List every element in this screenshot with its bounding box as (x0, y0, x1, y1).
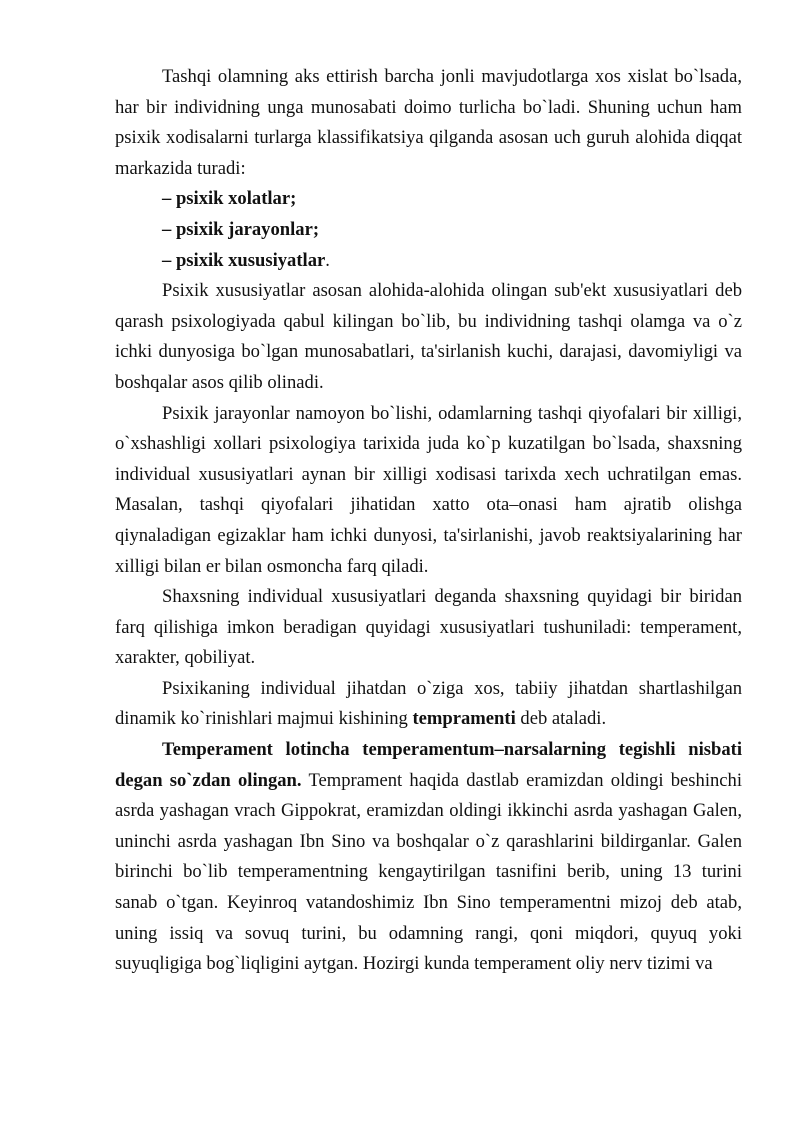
paragraph-intro: Tashqi olamning aks ettirish barcha jonli mavjudotlarga xos xislat bo`lsada, har bir individning unga munosabati doimo turlicha bo`ladi. Shuning uchun ham psixik xodisalarni turlarga klassifikatsiya qilganda asosan uch guruh alohida diqqat markazida turadi: (115, 66, 742, 179)
text-segment: Psixikaning individual jihatdan o`ziga xos, tabiiy jihatdan shartlashilgan dinamik ko`rinishlari majmui kishining (115, 677, 742, 730)
term-tempramenti: tempramenti (412, 708, 516, 730)
document-page (115, 62, 742, 980)
list-item-period: . (325, 249, 330, 271)
paragraph-individual-xususiyatlar: Shaxsning individual xususiyatlari deganda shaxsning quyidagi bir biridan farq qilishiga imkon beradigan quyidagi xususiyatlari tushuniladi: temperament, xarakter, qobiliyat. (115, 586, 742, 669)
paragraph-temperament-history (115, 735, 742, 980)
text-segment: deb ataladi. (515, 708, 607, 730)
paragraph-temprament-definition (115, 674, 742, 735)
text-segment: Temprament haqida dastlab eramizdan oldingi beshinchi asrda yashagan vrach Gippokrat, eramizdan oldingi ikkinchi asrda yashagan Galen, uninchi asrda yashagan Ibn Sino va boshqalar o`z qarashlarini bildirganlar. Galen birinchi bo`lib temperamentning kengaytirilgan tasnifini berib, uning 13 turini sanab o`tgan. Keyinroq vatandoshimiz Ibn Sino temperamentni mizoj deb atab, uning issiq va sovuq turini, bu odamning rangi, qoni miqdori, quyuq yoki suyuqligiga bog`liqligini aytgan. Hozirgi kunda temperament oliy nerv tizimi va (115, 769, 742, 975)
list-item-label: – psixik xususiyatlar (162, 249, 326, 271)
temperament-etymology: Temperament lotincha temperamentum–narsalarning tegishli nisbati degan so`zdan olingan. (115, 739, 742, 791)
list-item-psixik-jarayonlar: – psixik jarayonlar; (162, 218, 320, 240)
list-item-psixik-xolatlar: – psixik xolatlar; (162, 188, 297, 210)
list-item-psixik-xususiyatlar (115, 246, 742, 277)
paragraph-psixik-xususiyatlar: Psixik xususiyatlar asosan alohida-alohida olingan sub'ekt xususiyatlari deb qarash psixologiyada qabul kilingan bo`lib, bu individning tashqi olamga va o`z ichki dunyosiga bo`lgan munosabatlari, ta'sirlanish kuchi, darajasi, davomiyligi va boshqalar asos qilib olinadi. (115, 280, 742, 393)
paragraph-psixik-jarayonlar: Psixik jarayonlar namoyon bo`lishi, odamlarning tashqi qiyofalari bir xilligi, o`xshashligi xollari psixologiya tarixida juda ko`p kuzatilgan bo`lsada, shaxsning individual xususiyatlari aynan bir xilligi xodisasi tarixda xech uchratilgan emas. Masalan, tashqi qiyofalari jihatidan xatto ota–onasi ham ajratib olishga qiynaladigan egizaklar ham ichki dunyosi, ta'sirlanishi, javob reaktsiyalarining har xilligi bilan er bilan osmoncha farq qiladi. (115, 402, 742, 577)
